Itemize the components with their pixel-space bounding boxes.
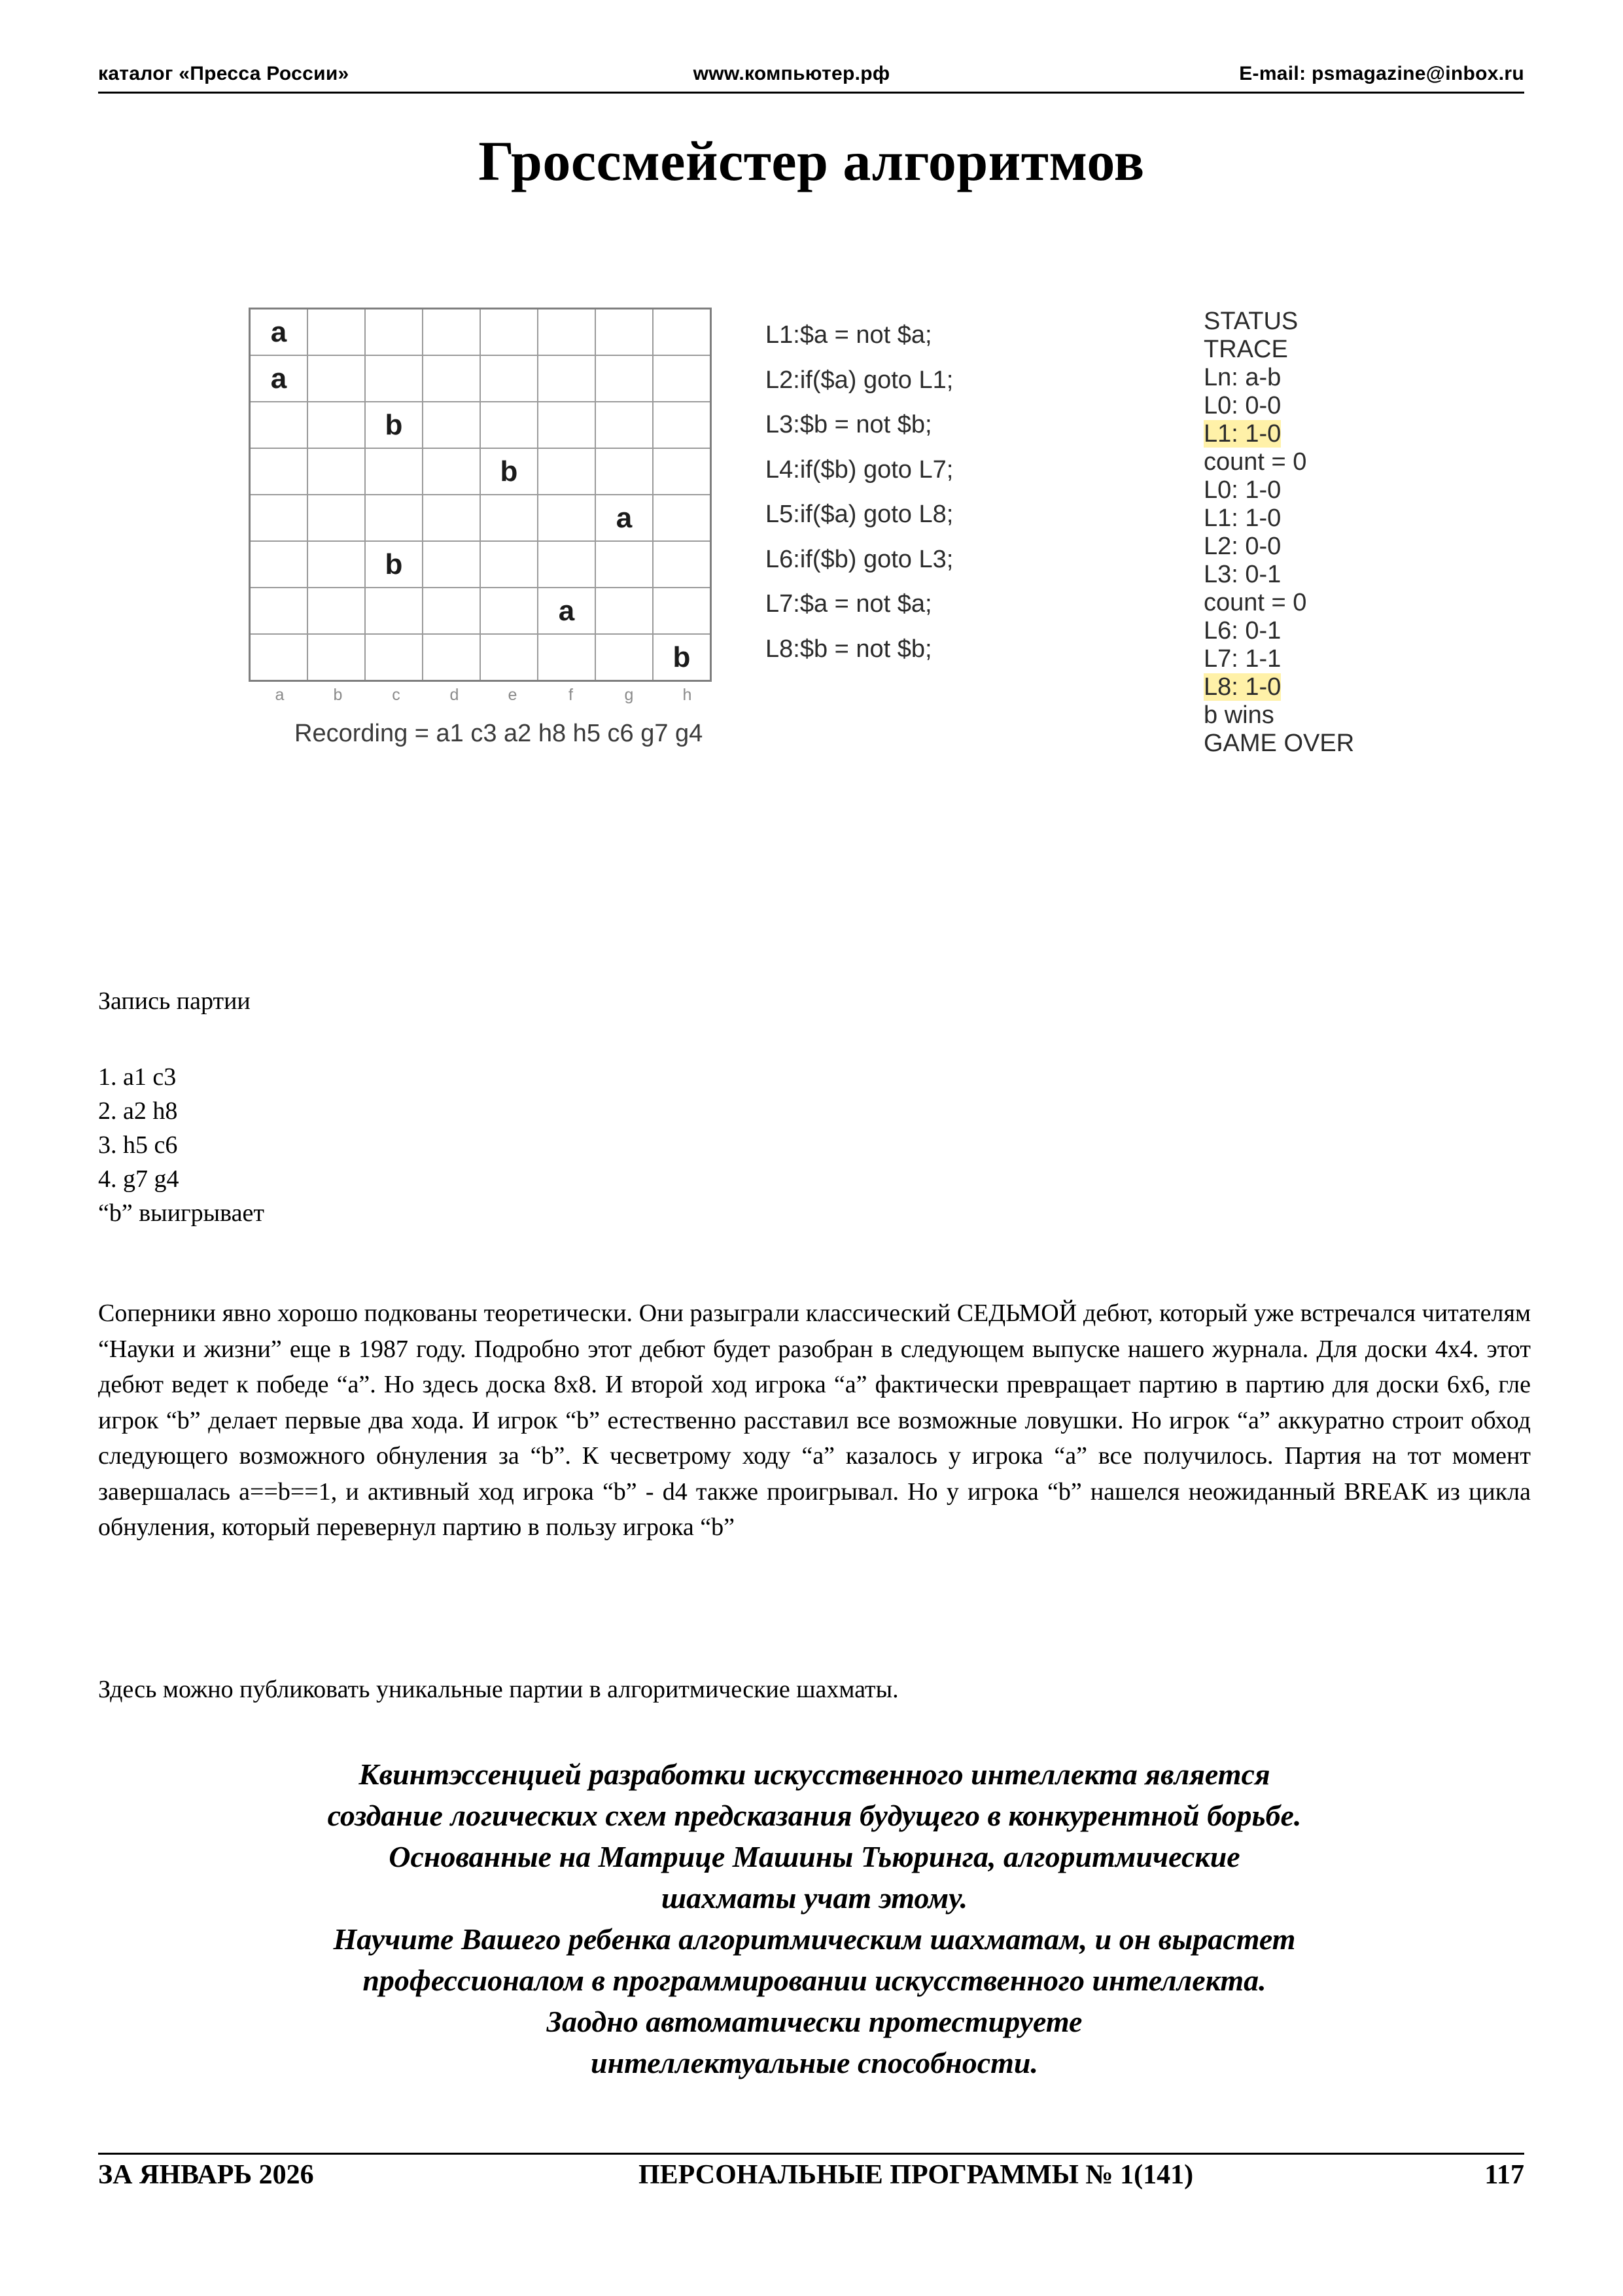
board-cell[interactable] [480, 495, 538, 541]
board-cell[interactable] [307, 402, 365, 448]
board-cell[interactable] [250, 495, 308, 541]
board-recording-text: Recording = a1 c3 a2 h8 h5 c6 g7 g4 [294, 720, 703, 747]
board-file-label: e [508, 686, 517, 704]
footer-divider [98, 2153, 1524, 2155]
status-line: Ln: a-b [1204, 364, 1282, 391]
header-email-text: E-mail: psmagazine@inbox.ru [1239, 63, 1524, 84]
code-line: L6:if($b) goto L3; [765, 545, 954, 573]
board-cell[interactable] [423, 495, 480, 541]
board-cell[interactable] [653, 448, 711, 495]
board-file-label: b [333, 686, 343, 704]
status-line: count = 0 [1204, 589, 1307, 616]
board-file-label: d [449, 686, 459, 704]
board-cell[interactable] [307, 309, 365, 356]
board-cell[interactable]: b [653, 634, 711, 681]
code-line: L8:$b = not $b; [765, 635, 932, 663]
board-cell[interactable] [480, 309, 538, 356]
board-cell[interactable] [307, 588, 365, 634]
board-cell[interactable] [538, 541, 595, 588]
board-cell[interactable] [365, 495, 423, 541]
board-cell[interactable] [423, 355, 480, 402]
board-cell[interactable] [595, 541, 653, 588]
move-line: “b” выигрывает [98, 1199, 264, 1227]
status-line-highlight: L8: 1-0 [1204, 673, 1282, 701]
board-cell[interactable] [423, 588, 480, 634]
board-cell[interactable] [653, 309, 711, 356]
status-line: TRACE [1204, 336, 1288, 363]
board-row [250, 448, 711, 495]
board-row [250, 634, 711, 681]
publish-paragraph: Здесь можно публиковать уникальные партии в алгоритмические шахматы. [98, 1676, 899, 1703]
status-line: L0: 0-0 [1204, 392, 1282, 419]
board-cell[interactable] [423, 634, 480, 681]
board-cell[interactable] [365, 355, 423, 402]
board-file-label: f [568, 686, 573, 704]
board-cell[interactable] [250, 541, 308, 588]
chess-board-wrap [249, 308, 712, 747]
board-cell[interactable] [423, 309, 480, 356]
board-cell[interactable] [595, 309, 653, 356]
board-cell[interactable] [538, 495, 595, 541]
chess-board [249, 308, 712, 682]
board-cell[interactable] [653, 588, 711, 634]
closing-line: шахматы учат этому. [661, 1881, 968, 1915]
board-cell[interactable] [365, 634, 423, 681]
board-file-label: a [275, 686, 285, 704]
moves-list [98, 1060, 264, 1230]
board-cell[interactable] [595, 355, 653, 402]
board-cell[interactable] [423, 541, 480, 588]
board-cell[interactable] [538, 448, 595, 495]
board-cell[interactable] [595, 588, 653, 634]
closing-line: Основанные на Матрице Машины Тьюринга, алгоритмические [389, 1840, 1240, 1873]
status-line: L3: 0-1 [1204, 561, 1282, 588]
footer-issue-date: ЗА ЯНВАРЬ 2026 [98, 2160, 314, 2190]
board-cell[interactable] [538, 355, 595, 402]
board-row [250, 355, 711, 402]
board-cell[interactable] [595, 448, 653, 495]
board-cell[interactable] [423, 402, 480, 448]
board-cell[interactable] [595, 402, 653, 448]
closing-line: Научите Вашего ребенка алгоритмическим шахматам, и он вырастет [333, 1922, 1296, 1956]
board-cell[interactable] [423, 448, 480, 495]
board-file-labels [251, 686, 716, 705]
closing-line: Квинтэссенцией разработки искусственного интеллекта является [358, 1757, 1270, 1791]
board-cell[interactable] [480, 355, 538, 402]
code-line: L5:if($a) goto L8; [765, 501, 954, 528]
page-header [98, 63, 1524, 85]
status-line: L2: 0-0 [1204, 533, 1282, 560]
board-cell[interactable] [480, 402, 538, 448]
code-line: L4:if($b) goto L7; [765, 455, 954, 484]
program-code-listing [765, 313, 953, 671]
closing-line: интеллектуальные способности. [590, 2046, 1038, 2079]
board-cell[interactable] [307, 355, 365, 402]
status-line: L7: 1-1 [1204, 645, 1282, 673]
move-line: 1. a1 c3 [98, 1063, 177, 1091]
code-line: L3:$b = not $b; [765, 411, 932, 438]
code-line: L7:$a = not $a; [765, 590, 932, 618]
page-title: Гроссмейстер алгоритмов [478, 130, 1145, 192]
header-divider [98, 92, 1524, 94]
board-cell[interactable]: a [595, 495, 653, 541]
board-cell[interactable] [307, 634, 365, 681]
header-catalog-text: каталог «Пресса России» [98, 63, 349, 84]
footer-magazine-title: ПЕРСОНАЛЬНЫЕ ПРОГРАММЫ № 1(141) [638, 2160, 1194, 2190]
board-row [250, 541, 711, 588]
move-line: 4. g7 g4 [98, 1165, 179, 1193]
board-cell[interactable]: b [480, 448, 538, 495]
board-cell[interactable] [307, 541, 365, 588]
board-cell[interactable] [480, 541, 538, 588]
status-line-highlight: L1: 1-0 [1204, 420, 1282, 448]
status-line: count = 0 [1204, 448, 1307, 476]
code-line: L2:if($a) goto L1; [765, 366, 954, 394]
closing-statement [98, 1754, 1531, 2083]
board-cell[interactable] [595, 634, 653, 681]
status-line: b wins [1204, 701, 1274, 729]
board-cell[interactable] [653, 402, 711, 448]
board-cell[interactable] [480, 634, 538, 681]
status-line: L1: 1-0 [1204, 504, 1282, 532]
board-cell[interactable] [653, 355, 711, 402]
status-line: GAME OVER [1204, 730, 1355, 757]
board-file-label: h [682, 686, 692, 704]
status-line [1204, 420, 1354, 448]
board-cell[interactable] [365, 309, 423, 356]
status-line: STATUS [1204, 308, 1299, 335]
closing-line: профессионалом в программировании искусственного интеллекта. [362, 1964, 1266, 1997]
board-cell[interactable] [538, 309, 595, 356]
board-file-label: c [392, 686, 400, 704]
board-cell[interactable]: b [365, 541, 423, 588]
status-line: L0: 1-0 [1204, 476, 1282, 504]
board-row [250, 402, 711, 448]
board-cell[interactable] [250, 402, 308, 448]
board-cell[interactable] [538, 634, 595, 681]
status-line [1204, 673, 1354, 701]
board-cell[interactable] [365, 588, 423, 634]
move-line: 3. h5 c6 [98, 1131, 178, 1159]
board-cell[interactable] [365, 448, 423, 495]
board-file-label: g [624, 686, 634, 704]
page-footer [98, 2159, 1524, 2191]
board-cell[interactable] [250, 588, 308, 634]
figure-algorithmic-chess [249, 308, 1374, 910]
board-cell[interactable] [250, 634, 308, 681]
record-heading: Запись партии [98, 987, 251, 1015]
board-cell[interactable] [480, 588, 538, 634]
closing-line: создание логических схем предсказания будущего в конкурентной борьбе. [327, 1799, 1302, 1832]
board-cell[interactable] [538, 402, 595, 448]
status-line: L6: 0-1 [1204, 617, 1282, 645]
board-cell[interactable] [307, 448, 365, 495]
board-cell[interactable] [653, 541, 711, 588]
closing-line: Заодно автоматически протестируете [546, 2005, 1083, 2038]
footer-page-number: 117 [1484, 2160, 1524, 2190]
board-cell[interactable] [653, 495, 711, 541]
code-line: L1:$a = not $a; [765, 321, 932, 349]
board-cell[interactable] [307, 495, 365, 541]
board-cell[interactable]: b [365, 402, 423, 448]
status-trace-panel [1204, 308, 1354, 758]
board-cell[interactable]: a [538, 588, 595, 634]
header-website-text: www.компьютер.рф [693, 63, 890, 84]
board-row [250, 588, 711, 634]
board-cell[interactable] [250, 448, 308, 495]
board-cell[interactable]: a [250, 309, 308, 356]
board-cell[interactable]: a [250, 355, 308, 402]
main-paragraph: Соперники явно хорошо подкованы теоретически. Они разыграли классический СЕДЬМОЙ дебют, который уже встречался читателям “Науки и жизни” еще в 1987 году. Подробно этот дебют будет разобран в следующем выпуске нашего журнала. Для доски 4x4. этот дебют ведет к победе “a”. Но здесь доска 8x8. И второй ход игрока “a” фактически превращает партию в партию для доски 6x6, гле игрок “b” делает первые два хода. И игрок “b” естественно расставил все возможные ловушки. Но игрок “a” аккуратно строит обход следующего возможного обнуления за “b”. К чесветрому ходу “a” казалось у игрока “a” все получилось. Партия на тот момент завершалась a==b==1, и активный ход игрока “b” - d4 также проигрывал. Но у игрока “b” нашелся неожиданный BREAK из цикла обнуления, который перевернул партию в пользу игрока “b” [98, 1299, 1531, 1541]
board-row [250, 309, 711, 356]
move-line: 2. a2 h8 [98, 1097, 178, 1125]
board-row [250, 495, 711, 541]
